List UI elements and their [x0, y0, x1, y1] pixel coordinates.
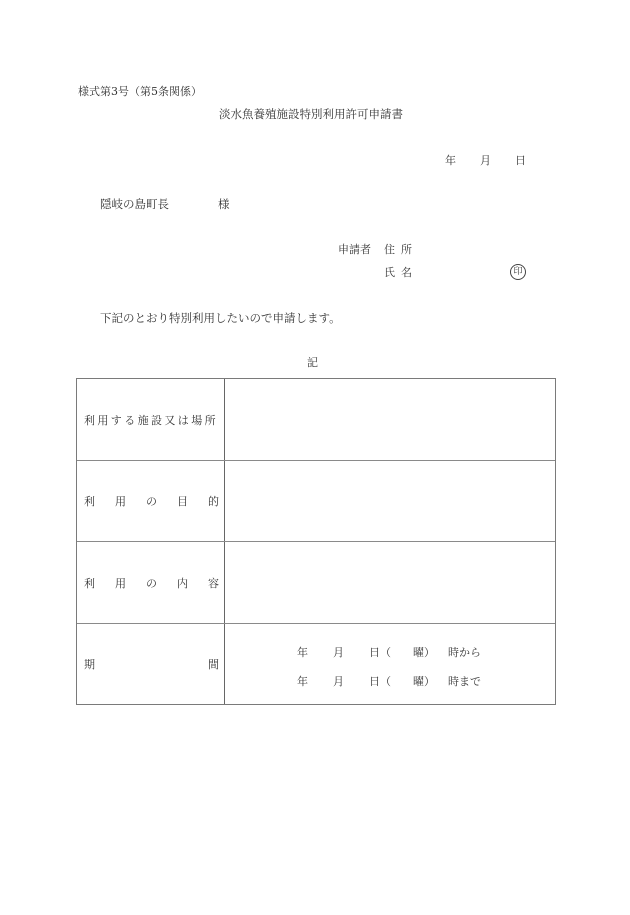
- label-cell-period: [77, 624, 225, 704]
- label-char: 内: [177, 576, 188, 590]
- period-to-hour: 時まで: [448, 675, 481, 688]
- label-cell-purpose: [77, 461, 225, 541]
- document-title: 淡水魚養殖施設特別利用許可申請書: [219, 107, 403, 121]
- seal-mark-icon: [510, 264, 526, 280]
- period-to-year: 年: [297, 675, 308, 688]
- application-statement: 下記のとおり特別利用したいので申請します。: [100, 311, 341, 325]
- content-label: [84, 575, 219, 591]
- label-char: 目: [177, 495, 188, 508]
- period-from-line: [297, 644, 481, 660]
- table-row-purpose: [77, 461, 555, 542]
- period-value-field[interactable]: [225, 624, 555, 704]
- period-to-month: 月: [333, 675, 344, 688]
- table-row-period: [77, 624, 555, 704]
- label-char: 用: [115, 576, 126, 590]
- period-to-line: [297, 673, 481, 689]
- applicant-label: 申請者: [338, 243, 371, 256]
- label-char: 間: [208, 658, 219, 671]
- table-row-facility: [77, 379, 555, 461]
- facility-label: 利用する施設又は場所: [84, 413, 218, 427]
- period-from-month: 月: [333, 646, 344, 659]
- ki-heading: 記: [307, 356, 318, 369]
- period-from-hour: 時から: [448, 646, 481, 659]
- label-char: 用: [115, 495, 126, 508]
- date-year-label: 年: [445, 154, 456, 167]
- label-cell-facility: [77, 379, 225, 460]
- address-label: 住所: [384, 243, 418, 256]
- period-label: [84, 656, 219, 672]
- label-char: 期: [84, 658, 95, 671]
- period-to-weekday: 曜）: [413, 675, 435, 688]
- name-label: 氏名: [384, 266, 418, 279]
- label-char: の: [146, 495, 157, 508]
- period-from-day: 日（: [369, 646, 391, 659]
- date-month-label: 月: [480, 154, 491, 167]
- period-to-day: 日（: [369, 675, 391, 688]
- period-from-year: 年: [297, 646, 308, 659]
- label-char: 利: [84, 495, 95, 508]
- content-value-field[interactable]: [225, 542, 555, 623]
- addressee-honorific: 様: [218, 197, 230, 211]
- application-table: [76, 378, 556, 705]
- label-cell-content: [77, 542, 225, 623]
- period-from-weekday: 曜）: [413, 646, 435, 659]
- purpose-value-field[interactable]: [225, 461, 555, 541]
- label-char: の: [146, 576, 157, 590]
- seal-text: 印: [513, 266, 523, 277]
- table-row-content: [77, 542, 555, 624]
- form-number: 様式第3号（第5条関係）: [78, 85, 202, 98]
- addressee-name: 隠岐の島町長: [100, 197, 169, 211]
- facility-value-field[interactable]: [225, 379, 555, 460]
- purpose-label: [84, 493, 219, 509]
- label-char: 容: [208, 576, 219, 590]
- label-char: 的: [208, 495, 219, 508]
- date-day-label: 日: [515, 154, 526, 167]
- label-char: 利: [84, 576, 95, 590]
